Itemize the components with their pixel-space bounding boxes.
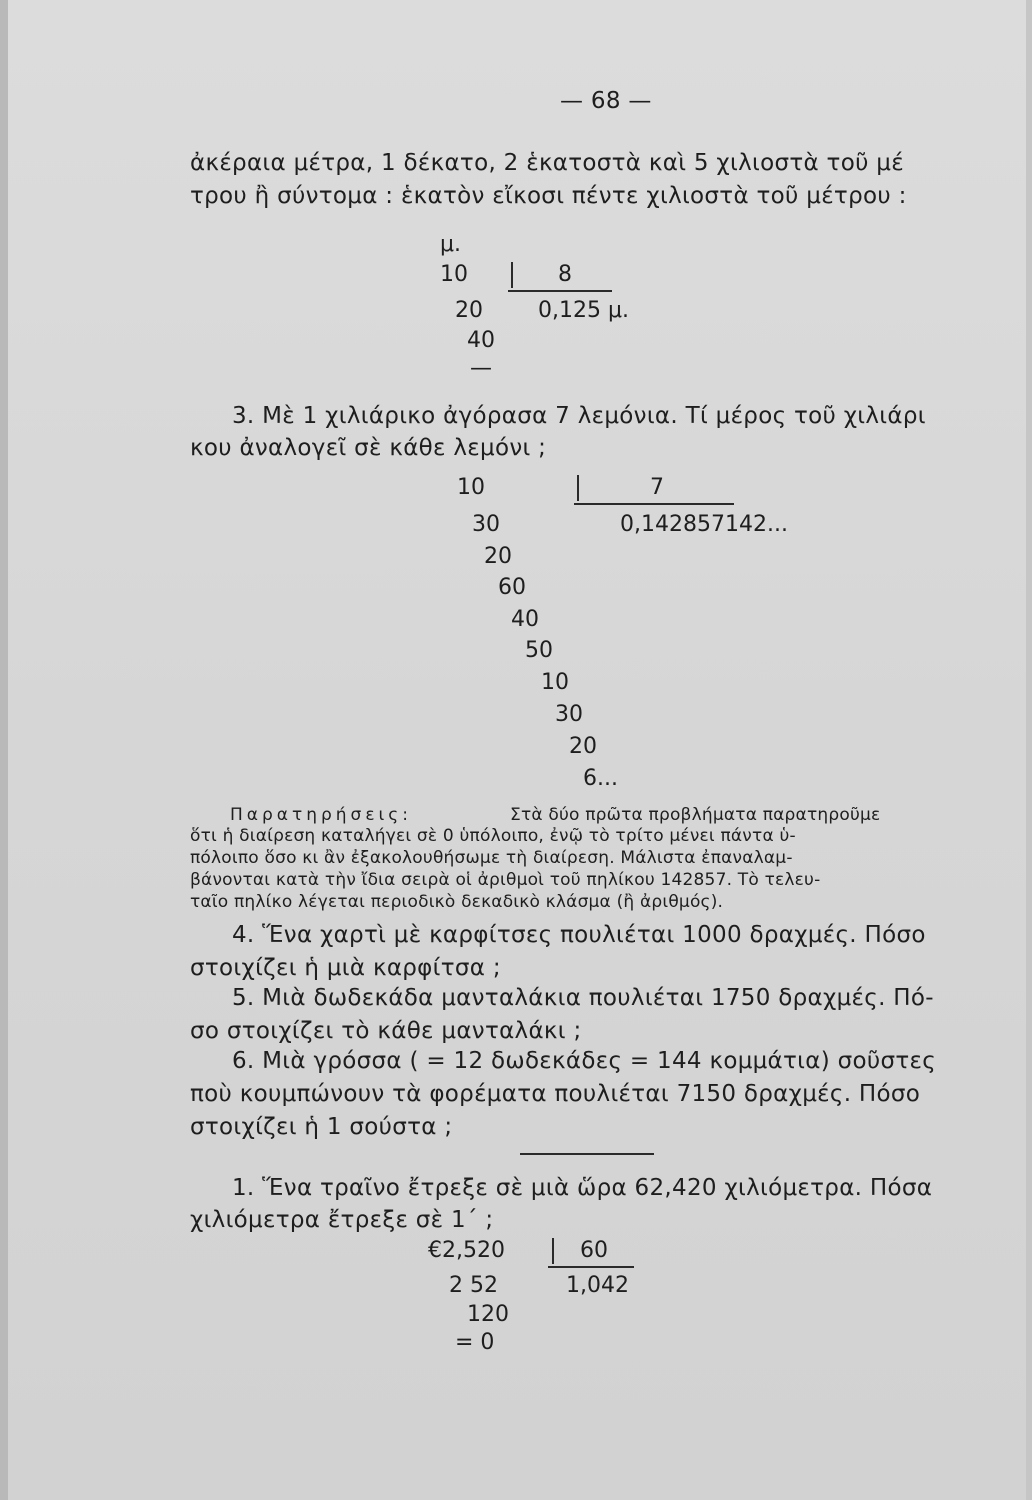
division1-divisor: 8 [558,262,572,287]
division2-quotient: 0,142857142... [620,512,788,537]
division1-quotient: 0,125 μ. [538,298,629,323]
division2-step: 20 [569,734,597,759]
division3-step: 2 52 [449,1273,498,1298]
division1-dividend: 10 [440,262,468,287]
division1-step: — [470,356,492,381]
division2-step: 10 [541,670,569,695]
remarks-label: Παρατηρήσεις: [230,805,412,825]
division2-step: 6... [583,766,618,791]
division2-bar [577,475,579,501]
division3-dividend: €2,520 [428,1238,505,1263]
division3-bar [552,1238,554,1264]
division1-unit: μ. [440,232,461,257]
para1-line2: τρου ἢ σύντομα : ἑκατὸν εἴκοσι πέντε χιλιοστὰ τοῦ μέτρου : [190,183,907,209]
page-right-edge [1026,0,1032,1500]
section2-problem1-line2: χιλιόμετρα ἔτρεξε σὲ 1΄ ; [190,1207,494,1233]
division3-step: 120 [467,1302,509,1327]
division2-dividend: 10 [457,475,485,500]
division3-rule [548,1266,634,1268]
problem4-line1: 4. Ἕνα χαρτὶ μὲ καρφίτσες πουλιέται 1000 δραχμές. Πόσο [232,922,926,948]
problem4-line2: στοιχίζει ἡ μιὰ καρφίτσα ; [190,955,501,981]
division2-step: 20 [484,544,512,569]
division2-step: 30 [472,512,500,537]
problem6-line2: ποὺ κουμπώνουν τὰ φορέματα πουλιέται 7150 δραχμές. Πόσο [190,1081,921,1107]
section2-problem1-line1: 1. Ἕνα τραῖνο ἔτρεξε σὲ μιὰ ὥρα 62,420 χιλιόμετρα. Πόσα [232,1175,933,1201]
division1-rule [508,290,612,292]
division1-bar [511,262,513,288]
division2-divisor: 7 [650,475,664,500]
problem5-line1: 5. Μιὰ δωδεκάδα μανταλάκια πουλιέται 1750 δραχμές. Πό- [232,985,934,1011]
para1-line1: ἀκέραια μέτρα, 1 δέκατο, 2 ἑκατοστὰ καὶ 5 χιλιοστὰ τοῦ μέ [190,150,904,176]
remarks-line1: Στὰ δύο πρῶτα προβλήματα παρατηροῦμε [510,805,881,825]
remarks-line5: ταῖο πηλίκο λέγεται περιοδικὸ δεκαδικὸ κλάσμα (ἢ ἀριθμός). [190,892,724,912]
division3-step: = 0 [455,1330,495,1355]
division2-step: 40 [511,607,539,632]
division2-step: 30 [555,702,583,727]
division1-step: 40 [467,328,495,353]
page-left-edge [0,0,8,1500]
division3-divisor: 60 [580,1238,608,1263]
problem6-line1: 6. Μιὰ γρόσσα ( = 12 δωδεκάδες = 144 κομμάτια) σοῦστες [232,1048,937,1074]
remarks-line2: ὅτι ἡ διαίρεση καταλήγει σὲ 0 ὑπόλοιπο, ἐνῷ τὸ τρίτο μένει πάντα ὑ- [190,826,796,846]
division2-step: 60 [498,575,526,600]
problem5-line2: σο στοιχίζει τὸ κάθε μανταλάκι ; [190,1018,582,1044]
remarks-line4: βάνονται κατὰ τὴν ἴδια σειρὰ οἱ ἀριθμοὶ τοῦ πηλίκου 142857. Τὸ τελευ- [190,870,821,890]
section-divider [520,1153,654,1155]
problem6-line3: στοιχίζει ἡ 1 σούστα ; [190,1114,453,1140]
problem3-line1: 3. Μὲ 1 χιλιάρικο ἀγόρασα 7 λεμόνια. Τί μέρος τοῦ χιλιάρι [232,403,926,429]
division2-step: 50 [525,638,553,663]
division1-step: 20 [455,298,483,323]
division3-quotient: 1,042 [566,1273,629,1298]
remarks-line3: πόλοιπο ὅσο κι ἂν ἐξακολουθήσωμε τὴ διαίρεση. Μάλιστα ἐπαναλαμ- [190,848,793,868]
division2-rule [574,503,734,505]
page-number: — 68 — [560,88,652,114]
problem3-line2: κου ἀναλογεῖ σὲ κάθε λεμόνι ; [190,435,547,461]
